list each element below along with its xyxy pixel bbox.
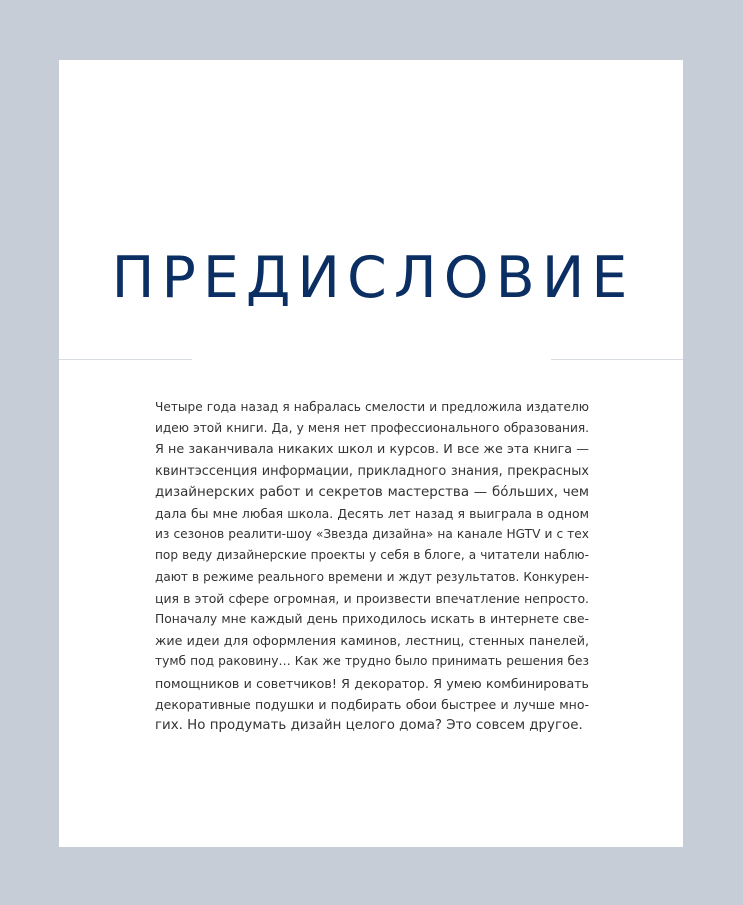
text-line: из сезонов реалити-шоу «Звезда дизайна» на канале HGTV и с тех xyxy=(155,527,589,542)
book-page xyxy=(59,60,683,847)
text-line: гих. Но продумать дизайн целого дома? Это совсем другое. xyxy=(155,718,583,734)
text-line: Поначалу мне каждый день приходилось искать в интернете све- xyxy=(155,612,589,627)
text-line: Четыре года назад я набралась смелости и предложила издателю xyxy=(155,400,589,414)
text-line: квинтэссенция информации, прикладного знания, прекрасных xyxy=(155,463,589,479)
text-line: жие идеи для оформления каминов, лестниц, стенных панелей, xyxy=(155,633,589,649)
text-line: дала бы мне любая школа. Десять лет назад я выиграла в одном xyxy=(155,506,589,522)
text-line: Я не заканчивала никаких школ и курсов. И все же эта книга — xyxy=(155,442,589,458)
text-line: ция в этой сфере огромная, и произвести впечатление непросто. xyxy=(155,590,589,606)
divider-left xyxy=(59,359,192,360)
text-line: дают в режиме реального времени и ждут результатов. Конкурен- xyxy=(155,569,589,584)
text-line: дизайнерских работ и секретов мастерства — бóльших, чем xyxy=(155,484,589,500)
divider-right xyxy=(551,359,683,360)
text-line: декоративные подушки и подбирать обои быстрее и лучше мно- xyxy=(155,696,589,712)
text-line: пор веду дизайнерские проекты у себя в блоге, а читатели наблю- xyxy=(155,548,589,563)
page-title: ПРЕДИСЛОВИЕ xyxy=(111,245,635,311)
text-line: тумб под раковину… Как же трудно было принимать решения без xyxy=(155,654,589,669)
text-line: идею этой книги. Да, у меня нет профессионального образования. xyxy=(155,421,589,436)
body-paragraph xyxy=(155,397,589,736)
text-line: помощников и советчиков! Я декоратор. Я умею комбинировать xyxy=(155,675,589,691)
